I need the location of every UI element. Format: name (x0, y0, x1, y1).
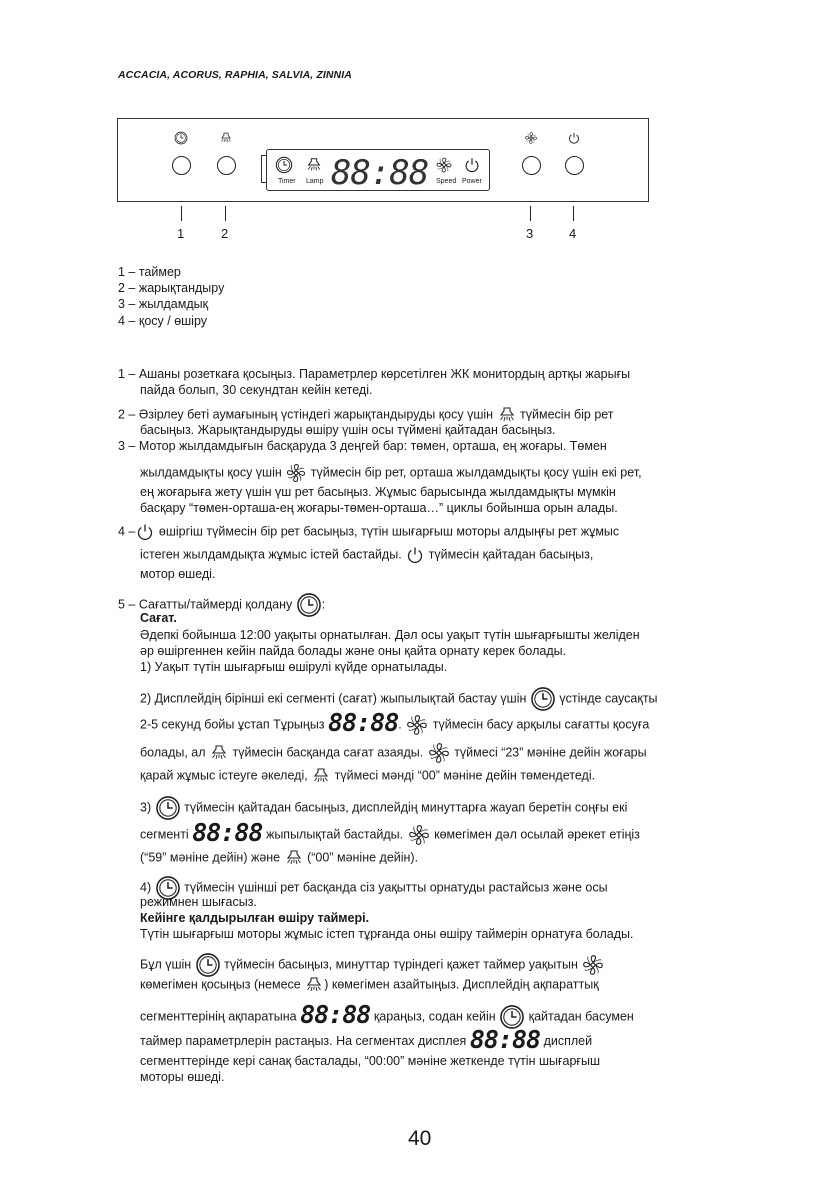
clock-text-1: Әдепкі бойынша 12:00 уақыты орнатылған. Дәл осы уақыт түтін шығарғышты желіден (140, 628, 640, 642)
callout-line-3 (530, 206, 531, 221)
lcd-label-power: Power (462, 178, 482, 185)
instruction-3: 3 – Мотор жылдамдығын басқаруда 3 деңгей бар: төмен, орташа, ең жоғары. Төмен (118, 439, 607, 453)
instruction-3-line3: ең жоғарыға жету үшін үш рет басыңыз. Жұмыс барысында жылдамдықты мүмкін (140, 485, 616, 499)
fan-icon (405, 713, 429, 737)
clock-text-6: болады, ал түймесін басқанда сағат азаяды. түймесі “23” мәніне дейін жоғары (140, 741, 647, 765)
fan-icon (427, 741, 451, 765)
lamp-button[interactable] (217, 156, 236, 175)
lcd-timer-icon (275, 156, 293, 174)
fan-speed-icon (524, 131, 538, 145)
callout-line-2 (225, 206, 226, 221)
clock-text-3: 1) Уақыт түтін шығарғыш өшірулі күйде орнатылады. (140, 660, 448, 674)
clock-heading: Сағат. (140, 611, 177, 625)
speed-button[interactable] (522, 156, 541, 175)
callout-number-1: 1 (177, 226, 185, 241)
lcd-power-icon (463, 156, 481, 174)
power-icon (567, 131, 581, 145)
callout-line-1 (181, 206, 182, 221)
legend-item: 2 – жарықтандыру (118, 281, 225, 296)
lamp-icon (284, 848, 304, 868)
lamp-icon (209, 743, 229, 763)
callout-number-4: 4 (569, 226, 577, 241)
instruction-3-line2: жылдамдықты қосу үшін түймесін бір рет, орташа жылдамдықты қосу үшін екі рет, (140, 462, 642, 484)
lcd-label-lamp: Lamp (306, 178, 324, 185)
segment-display-inline: 88:88 (328, 708, 399, 738)
timer-clock-icon (174, 131, 188, 145)
callout-line-4 (573, 206, 574, 221)
clock-text-10: (“59” мәніне дейін) және (“00” мәніне дейін). (140, 848, 418, 868)
segment-display-inline: 88:88 (469, 1025, 541, 1054)
lcd-display (266, 149, 490, 191)
clock-icon (296, 592, 322, 618)
fan-icon (285, 462, 307, 484)
models-header: ACCACIA, ACORUS, RAPHIA, SALVIA, ZINNIA (118, 69, 352, 81)
lamp-icon (219, 131, 233, 145)
segment-display-inline: 88:88 (192, 818, 263, 848)
segment-display-inline: 88:88 (300, 1000, 371, 1030)
legend-item: 4 – қосу / өшіру (118, 313, 208, 328)
instruction-5: 5 – Сағатты/таймерді қолдану : (118, 592, 325, 618)
timer-text-3: көмегімен қосыңыз (немесе ) көмегімен азайтыңыз. Дисплейдің ақпараттық (140, 975, 599, 995)
instruction-3-line4: басқару “төмен-орташа-ең жоғары-төмен-орташа…” циклы бойынша орын алады. (140, 501, 618, 515)
timer-text-4: сегменттерінің ақпаратына 88:88 қараңыз, содан кейін қайтадан басумен (140, 1000, 634, 1030)
fan-icon (407, 823, 431, 847)
clock-text-12: режимнен шығасыз. (140, 895, 257, 909)
instruction-1-cont: пайда болып, 30 секундтан кейін кетеді. (140, 383, 373, 397)
clock-icon (155, 795, 181, 821)
timer-text-1: Түтін шығарғыш моторы жұмыс істеп тұрғанда оны өшіру таймерін орнатуға болады. (140, 927, 634, 941)
lcd-speed-icon (435, 156, 453, 174)
clock-text-9: сегменті 88:88 жыпылықтай бастайды. көмегімен дәл осылай әрекет етіңіз (140, 818, 640, 848)
lamp-icon (304, 975, 324, 995)
timer-text-2: Бұл үшін түймесін басыңыз, минуттар түріндегі қажет таймер уақытын (140, 952, 605, 978)
callout-number-2: 2 (221, 226, 229, 241)
clock-text-2: әр өшіргеннен кейін пайда болады және оны қайта орнату керек болады. (140, 644, 567, 658)
timer-heading: Кейінге қалдырылған өшіру таймері. (140, 911, 370, 925)
timer-text-5: таймер параметрлерін растаңыз. На сегментах дисплея 88:88 дисплей (140, 1025, 593, 1054)
clock-text-7: қарай жұмыс істеуге әкеледі, түймесі мәнді “00” мәніне дейін төмендетеді. (140, 766, 595, 786)
lcd-segment-display: 88:88 (331, 153, 429, 193)
power-icon (135, 522, 155, 542)
instruction-2: 2 – Әзірлеу беті аумағының үстіндегі жарықтандыруды қосу үшін түймесін бір рет (118, 405, 614, 425)
legend-item: 1 – таймер (118, 265, 181, 279)
clock-text-8: 3) түймесін қайтадан басыңыз, дисплейдің минуттарға жауап беретін соңғы екі (140, 795, 627, 821)
lcd-label-timer: Timer (278, 178, 296, 185)
clock-text-4: 2) Дисплейдің бірінші екі сегменті (сағат) жыпылықтай бастау үшін үстінде саусақты (140, 686, 658, 712)
clock-text-5: 2-5 секунд бойы ұстап Тұрыңыз 88:88. түймесін басу арқылы сағатты қосуға (140, 708, 650, 738)
legend-item: 3 – жылдамдық (118, 297, 209, 312)
timer-text-6: сегменттерінде кері санақ басталады, “00:00” мәніне жеткенде түтін шығарғыш (140, 1054, 601, 1068)
instruction-4-line3: мотор өшеді. (140, 567, 216, 581)
callout-number-3: 3 (526, 226, 534, 241)
lcd-label-speed: Speed (436, 178, 457, 185)
fan-icon (581, 953, 605, 977)
lamp-icon (311, 766, 331, 786)
instruction-1: 1 – Ашаны розеткаға қосыңыз. Параметрлер көрсетілген ЖК монитордың артқы жарығы (118, 367, 631, 381)
clock-icon (530, 686, 556, 712)
lcd-lamp-icon (305, 156, 323, 174)
power-button[interactable] (565, 156, 584, 175)
clock-text-11: 4) түймесін үшінші рет басқанда сіз уақытты орнатуды растайсыз және осы (140, 875, 608, 901)
page-number: 40 (408, 1127, 432, 1150)
timer-button[interactable] (172, 156, 191, 175)
instruction-2-cont: басыңыз. Жарықтандыруды өшіру үшін осы түймені қайтадан басыңыз. (140, 423, 556, 437)
instruction-4-line2: істеген жылдамдықта жұмыс істей бастайды. түймесін қайтадан басыңыз, (140, 545, 593, 565)
instruction-4: 4 – өшіргіш түймесін бір рет басыңыз, түтін шығарғыш моторы алдыңғы рет жұмыс (118, 522, 619, 542)
timer-text-7: моторы өшеді. (140, 1070, 225, 1084)
legend (118, 264, 224, 329)
control-panel-diagram (117, 118, 649, 202)
power-icon (405, 545, 425, 565)
